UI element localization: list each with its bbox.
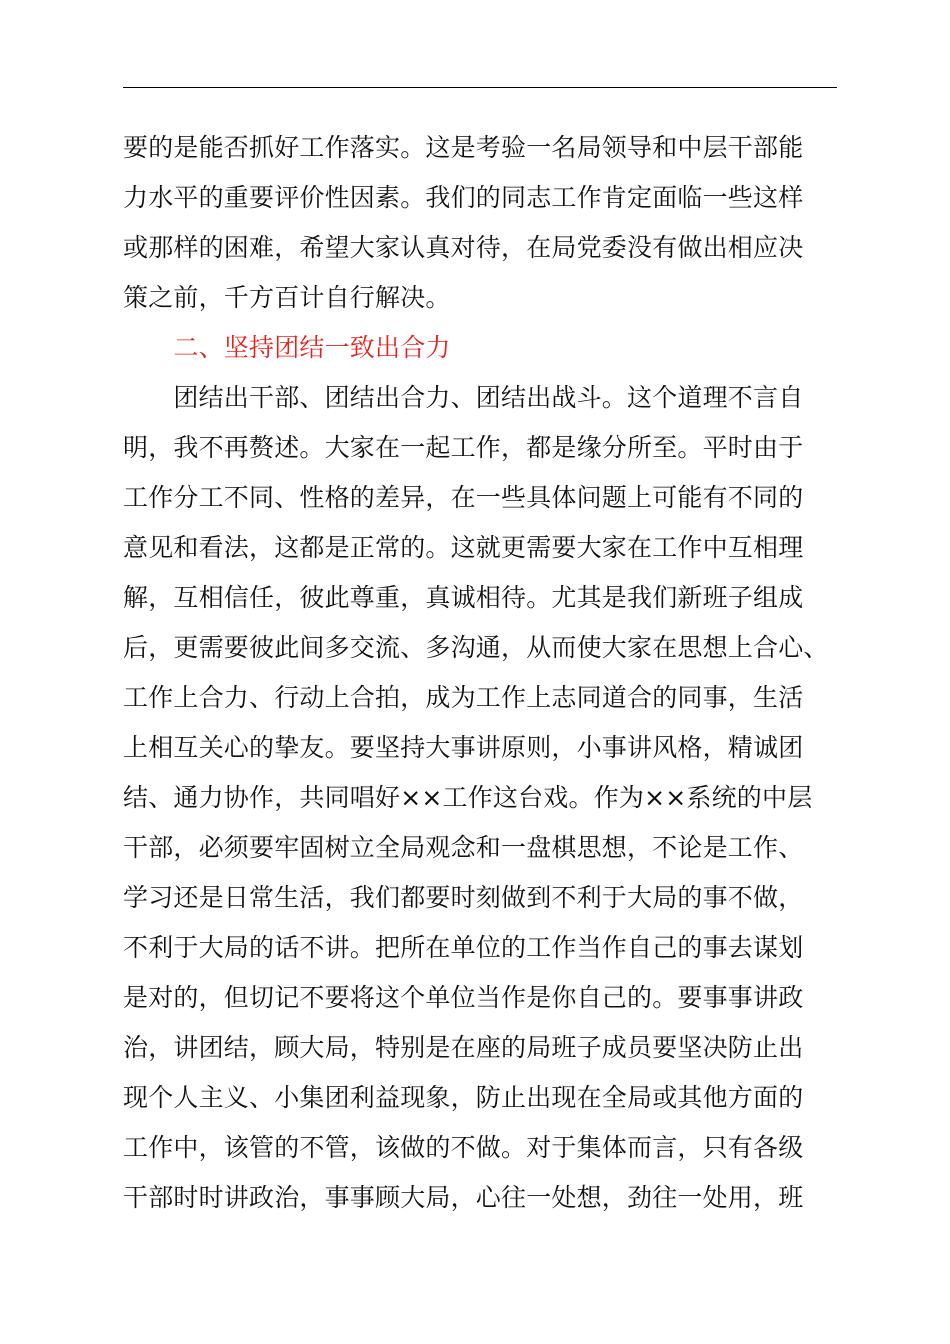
body-line: 明，我不再赘述。大家在一起工作，都是缘分所至。平时由于 <box>123 433 804 462</box>
body-line: 解，互相信任，彼此尊重，真诚相待。尤其是我们新班子组成 <box>123 583 804 612</box>
intro-line-3: 或那样的困难，希望大家认真对待，在局党委没有做出相应决 <box>123 233 804 262</box>
body-line: 工作分工不同、性格的差异，在一些具体问题上可能有不同的 <box>123 483 804 512</box>
header-rule <box>123 87 837 88</box>
body-line: 工作上合力、行动上合拍，成为工作上志同道合的同事，生活 <box>123 683 804 712</box>
body-line: 结、通力协作，共同唱好××工作这台戏。作为××系统的中层 <box>123 783 813 812</box>
body-line: 工作中，该管的不管，该做的不做。对于集体而言，只有各级 <box>123 1133 804 1162</box>
body-line: 团结出干部、团结出合力、团结出战斗。这个道理不言自 <box>123 383 804 412</box>
body-line: 是对的，但切记不要将这个单位当作是你自己的。要事事讲政 <box>123 983 804 1012</box>
document-body <box>123 123 839 1223</box>
body-line: 上相互关心的挚友。要坚持大事讲原则，小事讲风格，精诚团 <box>123 733 804 762</box>
body-line: 学习还是日常生活，我们都要时刻做到不利于大局的事不做， <box>123 883 804 912</box>
intro-line-1: 要的是能否抓好工作落实。这是考验一名局领导和中层干部能 <box>123 133 804 162</box>
body-line: 治，讲团结，顾大局，特别是在座的局班子成员要坚决防止出 <box>123 1033 804 1062</box>
intro-line-4: 策之前，千方百计自行解决。 <box>123 283 451 312</box>
body-line: 现个人主义、小集团利益现象，防止出现在全局或其他方面的 <box>123 1083 804 1112</box>
body-line: 干部时时讲政治，事事顾大局，心往一处想，劲往一处用，班 <box>123 1183 804 1212</box>
intro-line-2: 力水平的重要评价性因素。我们的同志工作肯定面临一些这样 <box>123 183 804 212</box>
body-line: 不利于大局的话不讲。把所在单位的工作当作自己的事去谋划 <box>123 933 804 962</box>
body-line: 干部，必须要牢固树立全局观念和一盘棋思想，不论是工作、 <box>123 833 804 862</box>
section-heading: 二、坚持团结一致出合力 <box>123 333 451 362</box>
body-line: 后，更需要彼此间多交流、多沟通，从而使大家在思想上合心、 <box>123 633 829 662</box>
body-line: 意见和看法，这都是正常的。这就更需要大家在工作中互相理 <box>123 533 804 562</box>
